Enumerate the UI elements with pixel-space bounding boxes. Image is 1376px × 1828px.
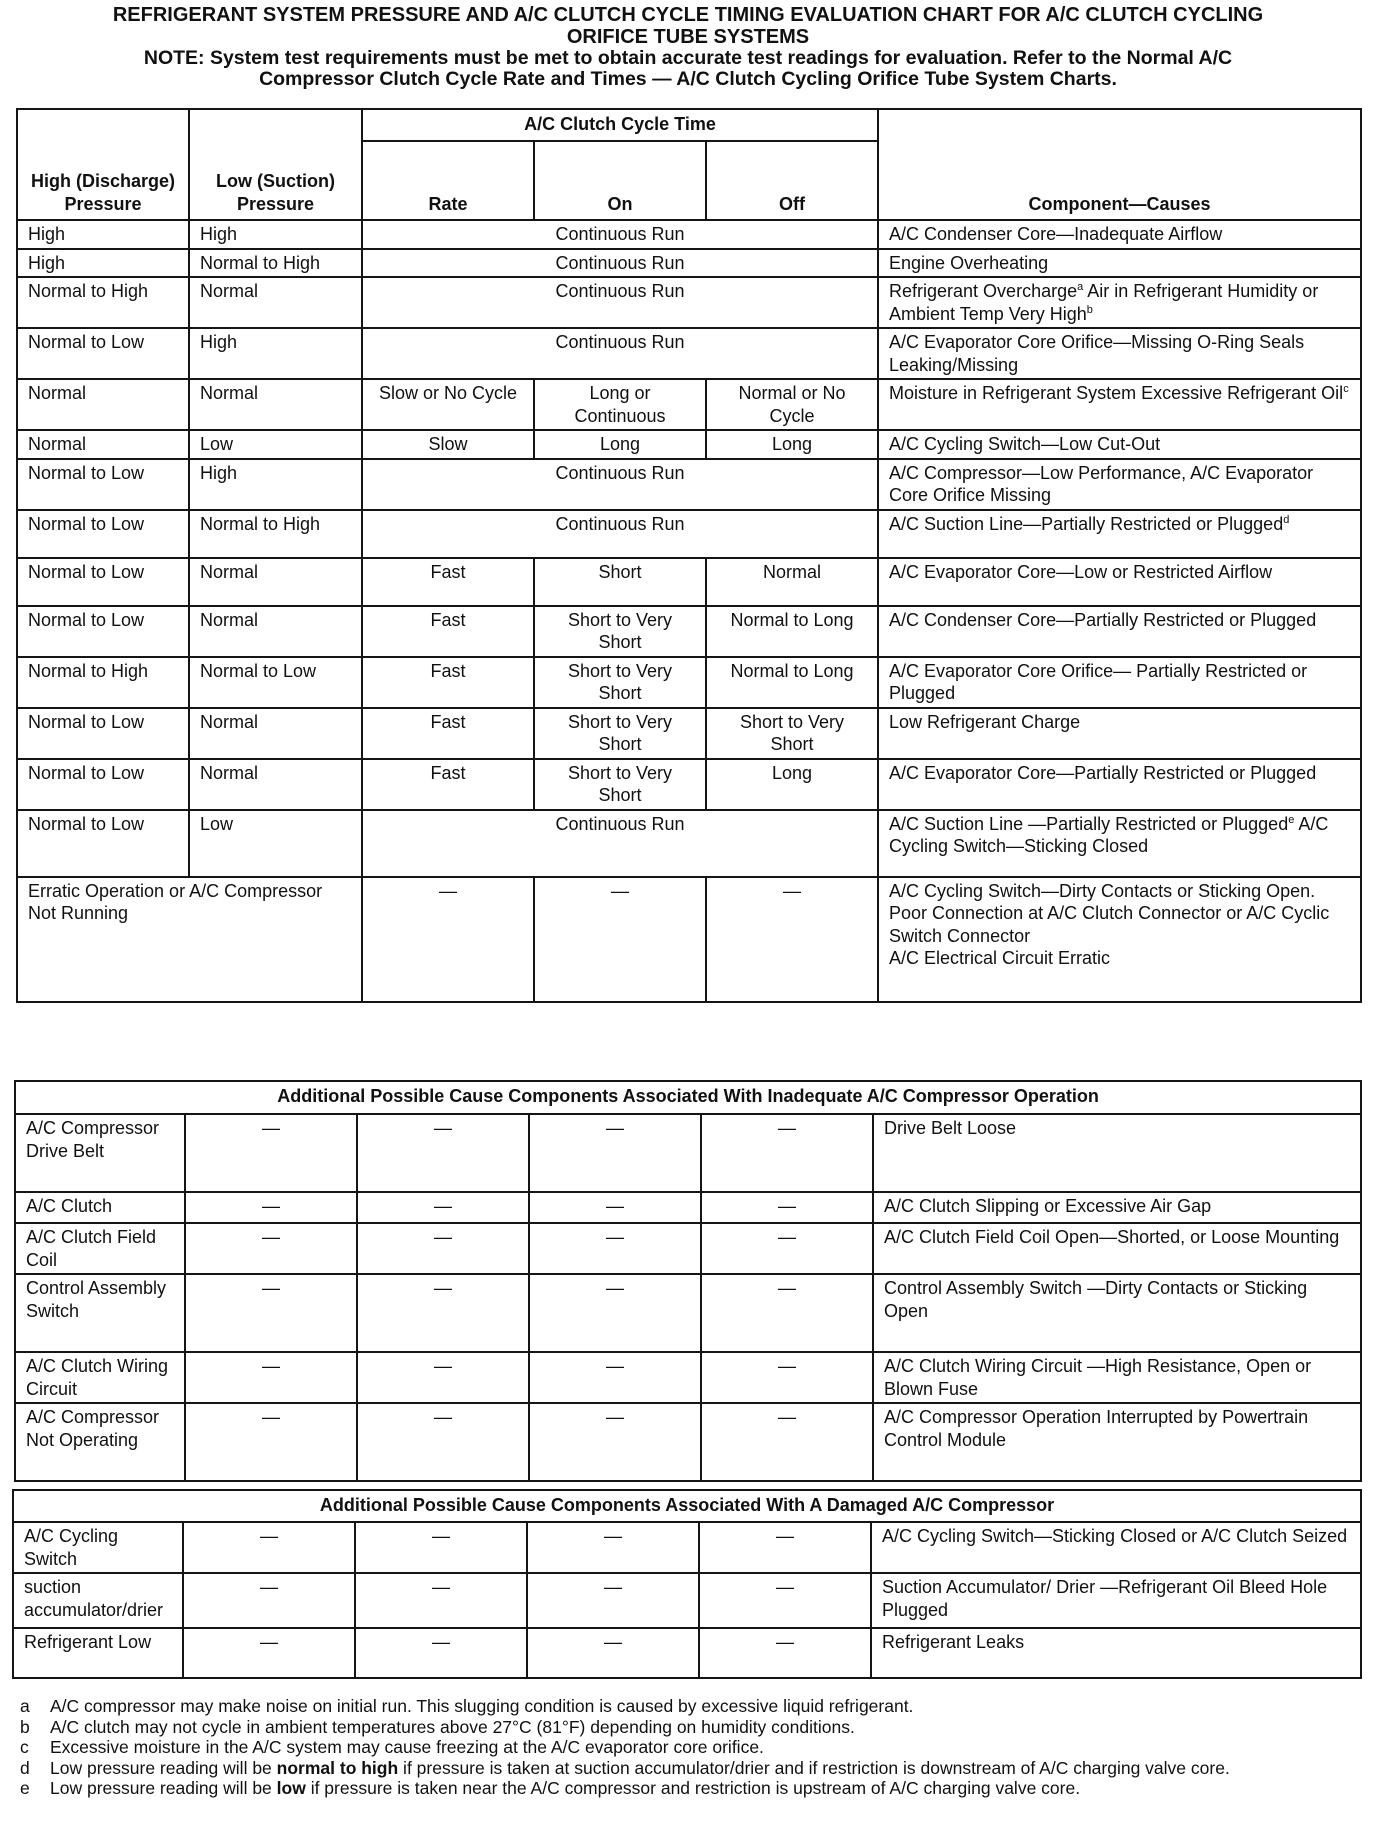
table-row	[17, 558, 1361, 606]
high-pressure-cell: Normal to Low	[17, 459, 189, 510]
high-pressure-cell: Normal	[17, 430, 189, 459]
note-line: NOTE: System test requirements must be met to obtain accurate test readings for evaluation. Refer to the Normal A/C	[143, 47, 1233, 69]
dash-cell: —	[701, 1403, 873, 1481]
chart-title: REFRIGERANT SYSTEM PRESSURE AND A/C CLUTCH CYCLE TIMING EVALUATION CHART FOR A/C CLUTCH CYCLING	[112, 4, 1264, 26]
component-cell: Control Assembly Switch	[15, 1274, 185, 1352]
table-row	[17, 430, 1361, 459]
cause-cell	[878, 708, 1361, 759]
table-row	[17, 277, 1361, 328]
high-pressure-cell: Normal to High	[17, 277, 189, 328]
on-cell: Long or Continuous	[534, 379, 706, 430]
low-pressure-cell: Low	[189, 810, 362, 877]
rate-cell: Slow or No Cycle	[362, 379, 534, 430]
dash-cell: —	[355, 1573, 527, 1628]
cause-text: Moisture in Refrigerant System Excessive Refrigerant Oil	[889, 383, 1344, 403]
dash-cell: —	[185, 1274, 357, 1352]
dash-cell: —	[357, 1274, 529, 1352]
cause-cell	[878, 558, 1361, 606]
table-row	[15, 1352, 1361, 1403]
high-pressure-cell: Normal to Low	[17, 510, 189, 558]
off-cell: Long	[706, 759, 878, 810]
inadequate-compressor-operation-table	[14, 1080, 1362, 1482]
cause-text: A/C Condenser Core—Partially Restricted or Plugged	[889, 609, 1317, 630]
dash-cell: —	[529, 1403, 701, 1481]
footnote-emphasis: low	[276, 1778, 306, 1798]
dash-cell: —	[529, 1352, 701, 1403]
on-cell: Short to Very Short	[534, 657, 706, 708]
low-pressure-cell: Normal	[189, 606, 362, 657]
erratic-row	[17, 877, 1361, 1002]
off-cell: Normal to Long	[706, 657, 878, 708]
cause-text: A/C Condenser Core—Inadequate Airflow	[889, 224, 1223, 244]
band-inadequate-operation-title: Additional Possible Cause Components Associated With Inadequate A/C Compressor Operation	[15, 1081, 1361, 1114]
table-row	[13, 1522, 1361, 1573]
cause-cell	[878, 328, 1361, 379]
low-pressure-cell: Normal	[189, 277, 362, 328]
footnote-marker: e	[1288, 813, 1295, 826]
footnote-key: d	[20, 1757, 30, 1778]
cause-cell	[878, 379, 1361, 430]
footnote-key: b	[20, 1716, 30, 1737]
dash-cell: —	[183, 1628, 355, 1678]
rate-cell: Fast	[362, 708, 534, 759]
low-pressure-cell: Normal	[189, 759, 362, 810]
table-row	[17, 657, 1361, 708]
off-cell: Normal or No Cycle	[706, 379, 878, 430]
dash-cell: —	[355, 1628, 527, 1678]
high-pressure-cell: Normal to Low	[17, 708, 189, 759]
cause-cell	[878, 657, 1361, 708]
low-pressure-cell: High	[189, 220, 362, 249]
cause-cell	[878, 606, 1361, 657]
evaluation-table	[16, 108, 1362, 1003]
high-pressure-cell: Normal to Low	[17, 558, 189, 606]
cause-text-continued: A/C Cycling Switch—Sticking Closed	[889, 813, 1329, 856]
dash-cell: —	[699, 1522, 871, 1573]
cause-cell: Refrigerant Leaks	[871, 1628, 1361, 1678]
on-cell: Short to Very Short	[534, 708, 706, 759]
cause-text: A/C Cycling Switch—Low Cut-Out	[889, 434, 1161, 454]
low-pressure-cell: Normal to High	[189, 510, 362, 558]
high-pressure-cell: Normal to Low	[17, 606, 189, 657]
footnote-text-end: if pressure is taken near the A/C compressor and restriction is upstream of A/C charging valve core.	[305, 1778, 1081, 1798]
component-cell: A/C Clutch Wiring Circuit	[15, 1352, 185, 1403]
dash-cell: —	[357, 1223, 529, 1274]
low-pressure-cell: Normal	[189, 558, 362, 606]
high-pressure-cell: Normal to High	[17, 657, 189, 708]
dash-cell: —	[701, 1223, 873, 1274]
footnote-key: c	[20, 1737, 29, 1757]
component-cell: A/C Compressor Not Operating	[15, 1403, 185, 1481]
cycle-time-cell: Continuous Run	[362, 249, 878, 278]
cause-text: A/C Compressor—Low Performance, A/C Evaporator Core Orifice Missing	[889, 462, 1314, 505]
component-cell: A/C Clutch Field Coil	[15, 1223, 185, 1274]
cycle-time-cell: Continuous Run	[362, 810, 878, 877]
dash-cell: —	[701, 1192, 873, 1223]
cycle-time-cell: Continuous Run	[362, 328, 878, 379]
footnote-marker: d	[1283, 513, 1290, 526]
on-cell: Long	[534, 430, 706, 459]
rate-cell: Fast	[362, 759, 534, 810]
dash-cell: —	[185, 1223, 357, 1274]
low-pressure-cell: High	[189, 459, 362, 510]
on-cell: Short to Very Short	[534, 759, 706, 810]
low-pressure-cell: Normal	[189, 379, 362, 430]
cause-cell	[878, 249, 1361, 278]
low-pressure-cell: Normal	[189, 708, 362, 759]
header-component-causes: Component—Causes	[878, 109, 1361, 220]
footnote-text-end: if pressure is taken at suction accumulator/drier and if restriction is downstream of A/C charging valve core.	[398, 1757, 1230, 1778]
cause-cell	[878, 277, 1361, 328]
cause-cell: Drive Belt Loose	[873, 1114, 1361, 1192]
component-cell: suction accumulator/drier	[13, 1573, 183, 1628]
component-cell: A/C Clutch	[15, 1192, 185, 1223]
cause-cell: Suction Accumulator/ Drier —Refrigerant Oil Bleed Hole Plugged	[871, 1573, 1361, 1628]
cause-text-continued: Air in Refrigerant Humidity or Ambient Temp Very High	[889, 281, 1319, 324]
footnote-marker: b	[1086, 303, 1093, 316]
off-cell: Normal to Long	[706, 606, 878, 657]
high-pressure-cell: Normal to Low	[17, 759, 189, 810]
cause-text: A/C Evaporator Core—Partially Restricted or Plugged	[889, 762, 1317, 783]
note-line-continued: Compressor Clutch Cycle Rate and Times — A/C Clutch Cycling Orifice Tube System Charts.	[259, 68, 1117, 90]
dash-rate: —	[362, 877, 534, 1002]
table-row	[15, 1274, 1361, 1352]
component-cell: A/C Compressor Drive Belt	[15, 1114, 185, 1192]
cause-text: A/C Evaporator Core Orifice—Missing O-Ring Seals Leaking/Missing	[889, 332, 1305, 375]
high-pressure-cell: Normal to Low	[17, 810, 189, 877]
footnote-text: A/C compressor may make noise on initial run. This slugging condition is caused by excessive liquid refrigerant.	[50, 1696, 914, 1716]
footnote-text-start: Low pressure reading will be	[50, 1757, 277, 1778]
table-row	[17, 708, 1361, 759]
table-row	[15, 1223, 1361, 1274]
cycle-time-cell: Continuous Run	[362, 220, 878, 249]
high-pressure-cell: Normal	[17, 379, 189, 430]
cause-line: A/C Cycling Switch—Dirty Contacts or Sticking Open.	[889, 880, 1316, 901]
chart-heading	[8, 4, 1368, 90]
header-on: On	[534, 141, 706, 220]
cause-text: Engine Overheating	[889, 252, 1049, 273]
chart-title-continued: ORIFICE TUBE SYSTEMS	[566, 26, 810, 48]
component-cell: A/C Cycling Switch	[13, 1522, 183, 1573]
on-cell: Short to Very Short	[534, 606, 706, 657]
cause-cell	[878, 877, 1361, 1002]
cause-cell: A/C Clutch Wiring Circuit —High Resistance, Open or Blown Fuse	[873, 1352, 1361, 1403]
cause-text: A/C Evaporator Core Orifice— Partially Restricted or Plugged	[889, 660, 1308, 703]
cause-text: Low Refrigerant Charge	[889, 711, 1081, 732]
dash-cell: —	[183, 1573, 355, 1628]
off-cell: Normal	[706, 558, 878, 606]
dash-cell: —	[529, 1192, 701, 1223]
cause-cell	[878, 220, 1361, 249]
footnote-text	[50, 1758, 1360, 1779]
cause-cell: Control Assembly Switch —Dirty Contacts or Sticking Open	[873, 1274, 1361, 1352]
low-pressure-cell: Low	[189, 430, 362, 459]
off-cell: Long	[706, 430, 878, 459]
dash-cell: —	[701, 1274, 873, 1352]
rate-cell: Fast	[362, 657, 534, 708]
footnote-marker: a	[1077, 281, 1084, 293]
footnote-key: a	[20, 1696, 30, 1716]
cause-cell	[878, 810, 1361, 877]
dash-off: —	[706, 877, 878, 1002]
table-row	[15, 1114, 1361, 1192]
footnote	[20, 1778, 1360, 1799]
footnote-text	[50, 1778, 1360, 1799]
dash-cell: —	[183, 1522, 355, 1573]
footnote	[20, 1737, 1360, 1758]
cause-text: A/C Evaporator Core—Low or Restricted Airflow	[889, 561, 1273, 582]
cause-cell: A/C Compressor Operation Interrupted by Powertrain Control Module	[873, 1403, 1361, 1481]
footnote-text-start: Low pressure reading will be	[50, 1778, 277, 1798]
cause-cell	[878, 430, 1361, 459]
dash-cell: —	[357, 1192, 529, 1223]
cause-cell	[878, 759, 1361, 810]
cycle-time-cell: Continuous Run	[362, 510, 878, 558]
dash-cell: —	[357, 1403, 529, 1481]
dash-cell: —	[527, 1628, 699, 1678]
dash-cell: —	[701, 1352, 873, 1403]
footnote	[20, 1696, 1360, 1717]
damaged-compressor-table	[12, 1489, 1362, 1679]
dash-cell: —	[185, 1352, 357, 1403]
rate-cell: Fast	[362, 606, 534, 657]
table-row	[17, 249, 1361, 278]
cause-cell: A/C Clutch Slipping or Excessive Air Gap	[873, 1192, 1361, 1223]
footnote-text: Excessive moisture in the A/C system may cause freezing at the A/C evaporator core orifice.	[50, 1737, 764, 1757]
dash-cell: —	[529, 1274, 701, 1352]
table-row	[13, 1573, 1361, 1628]
footnote-text: A/C clutch may not cycle in ambient temperatures above 27°C (81°F) depending on humidity conditions.	[50, 1716, 855, 1737]
dash-cell: —	[357, 1114, 529, 1192]
table-row	[15, 1403, 1361, 1481]
dash-cell: —	[185, 1192, 357, 1223]
footnote-marker: c	[1343, 383, 1349, 395]
dash-cell: —	[701, 1114, 873, 1192]
header-low-pressure: Low (Suction) Pressure	[189, 109, 362, 220]
footnotes	[20, 1696, 1360, 1799]
low-pressure-cell: Normal to High	[189, 249, 362, 278]
header-cycle-time: A/C Clutch Cycle Time	[362, 109, 878, 141]
cause-text: A/C Suction Line—Partially Restricted or Plugged	[889, 513, 1284, 534]
footnote	[20, 1717, 1360, 1738]
dash-cell: —	[527, 1573, 699, 1628]
rate-cell: Fast	[362, 558, 534, 606]
low-pressure-cell: High	[189, 328, 362, 379]
high-pressure-cell: Normal to Low	[17, 328, 189, 379]
dash-cell: —	[185, 1114, 357, 1192]
cause-cell	[878, 510, 1361, 558]
low-pressure-cell: Normal to Low	[189, 657, 362, 708]
cycle-time-cell: Continuous Run	[362, 459, 878, 510]
dash-cell: —	[527, 1522, 699, 1573]
on-cell: Short	[534, 558, 706, 606]
dash-cell: —	[529, 1223, 701, 1274]
footnote	[20, 1758, 1360, 1779]
header-off: Off	[706, 141, 878, 220]
table-row	[17, 328, 1361, 379]
dash-cell: —	[699, 1628, 871, 1678]
cause-cell: A/C Clutch Field Coil Open—Shorted, or Loose Mounting	[873, 1223, 1361, 1274]
footnote-key: e	[20, 1778, 30, 1798]
table-row	[17, 379, 1361, 430]
cause-text: A/C Suction Line —Partially Restricted or Plugged	[889, 813, 1289, 834]
component-cell: Refrigerant Low	[13, 1628, 183, 1678]
erratic-label: Erratic Operation or A/C Compressor Not Running	[17, 877, 362, 1002]
table-row	[17, 759, 1361, 810]
footnote-emphasis: normal to high	[276, 1757, 399, 1778]
cause-cell: A/C Cycling Switch—Sticking Closed or A/C Clutch Seized	[871, 1522, 1361, 1573]
cause-line: Poor Connection at A/C Clutch Connector or A/C Cyclic Switch Connector	[889, 903, 1330, 946]
table-row	[17, 220, 1361, 249]
rate-cell: Slow	[362, 430, 534, 459]
high-pressure-cell: High	[17, 220, 189, 249]
cycle-time-cell: Continuous Run	[362, 277, 878, 328]
dash-cell: —	[355, 1522, 527, 1573]
header-rate: Rate	[362, 141, 534, 220]
cause-cell	[878, 459, 1361, 510]
dash-cell: —	[185, 1403, 357, 1481]
table-row	[13, 1628, 1361, 1678]
table-row	[17, 810, 1361, 877]
table-row	[17, 510, 1361, 558]
table-row	[15, 1192, 1361, 1223]
high-pressure-cell: High	[17, 249, 189, 278]
band-damaged-compressor-title: Additional Possible Cause Components Associated With A Damaged A/C Compressor	[13, 1490, 1361, 1522]
cause-text: Refrigerant Overcharge	[889, 281, 1078, 301]
dash-cell: —	[357, 1352, 529, 1403]
dash-cell: —	[699, 1573, 871, 1628]
header-high-pressure: High (Discharge) Pressure	[17, 109, 189, 220]
dash-cell: —	[529, 1114, 701, 1192]
dash-on: —	[534, 877, 706, 1002]
table-row	[17, 606, 1361, 657]
table-row	[17, 459, 1361, 510]
cause-line: A/C Electrical Circuit Erratic	[889, 948, 1111, 968]
off-cell: Short to Very Short	[706, 708, 878, 759]
